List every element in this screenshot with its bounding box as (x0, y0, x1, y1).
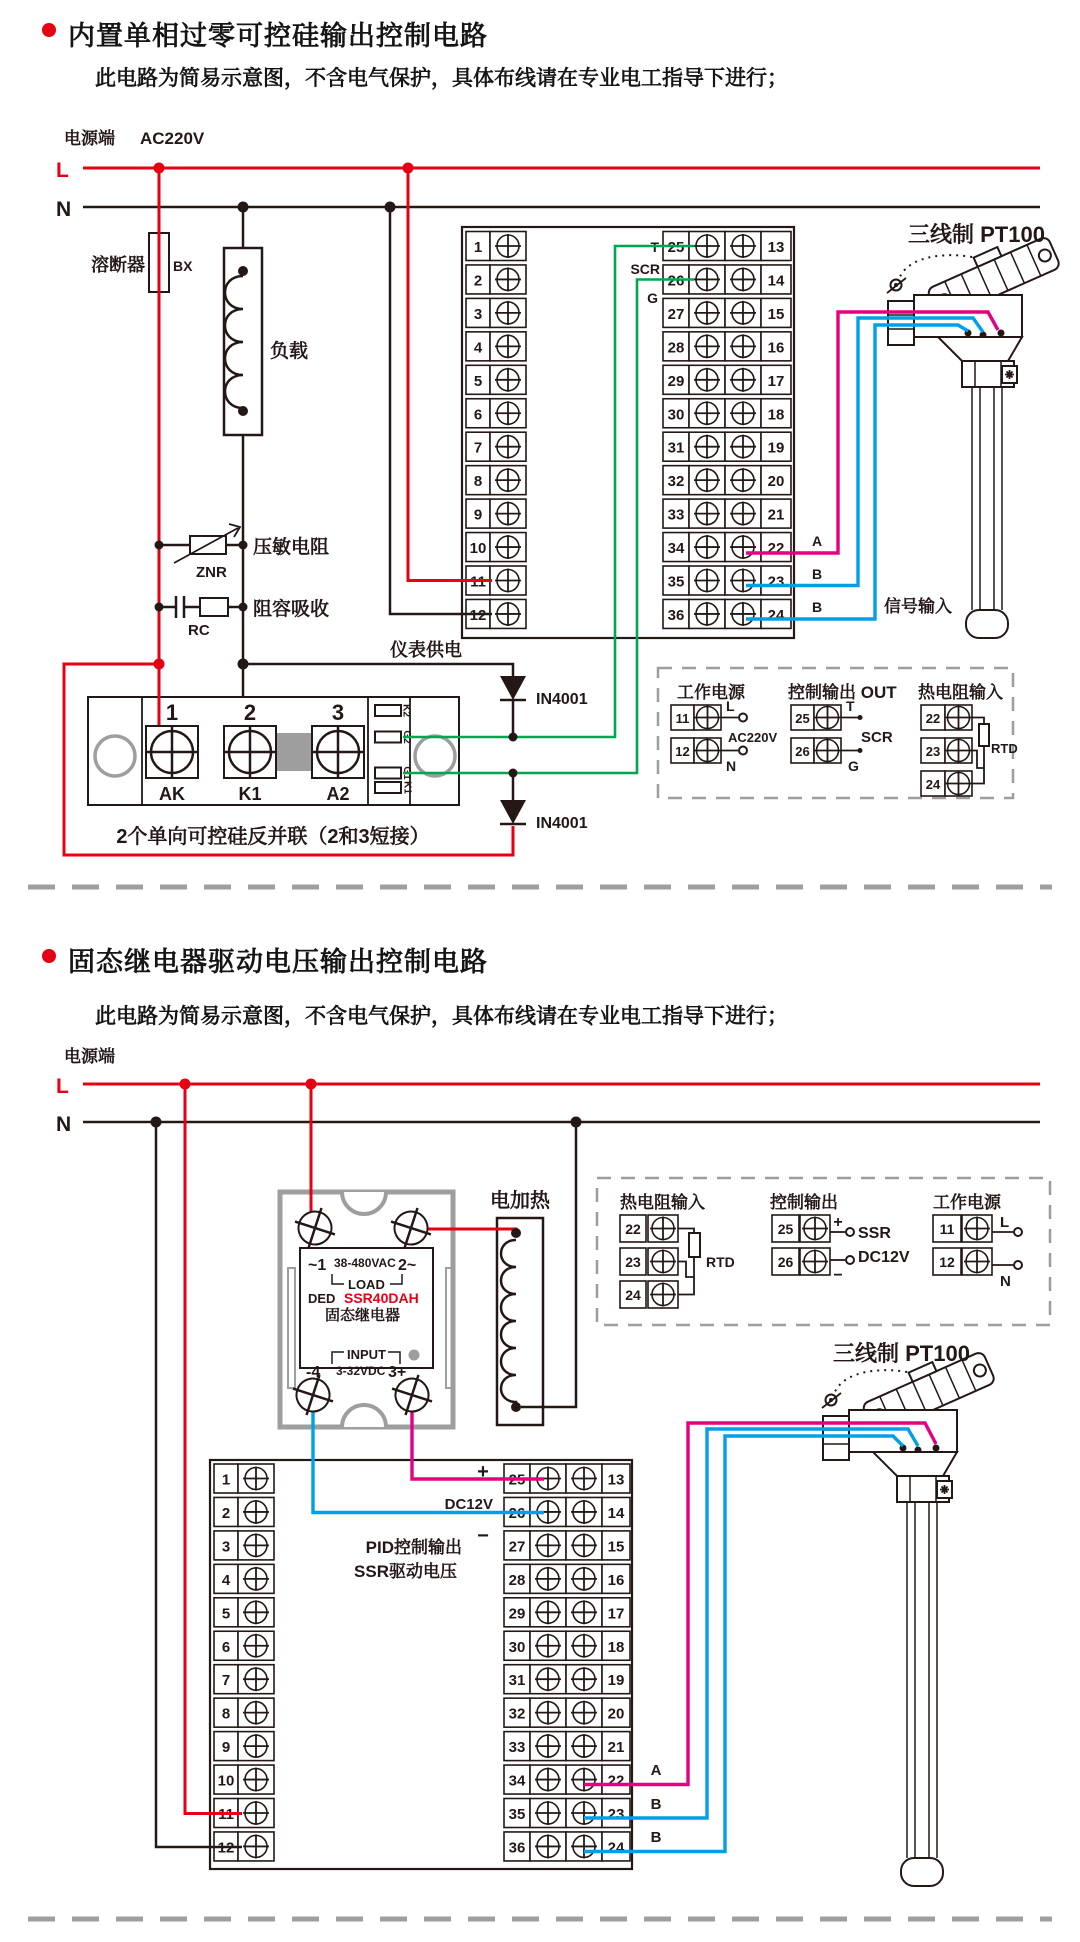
svg-text:1: 1 (221, 1471, 231, 1489)
line-n-label-2: N (56, 1113, 72, 1136)
legend-pin: 23 (625, 1254, 641, 1270)
terminal-row (602, 1531, 630, 1560)
line-n-label: N (56, 198, 72, 221)
load-label: 负载 (270, 341, 309, 362)
terminal-row (602, 1765, 630, 1794)
svg-text:23: 23 (607, 1806, 625, 1823)
section1-diagram (0, 95, 1080, 895)
svg-text:6: 6 (221, 1638, 231, 1656)
svg-text:4: 4 (473, 339, 483, 357)
terminal-col-right (761, 232, 791, 629)
diode-1-label: IN4001 (536, 691, 588, 708)
legend-pin: 12 (675, 744, 690, 759)
signal-b1-label: B (811, 566, 823, 582)
svg-text:25: 25 (508, 1471, 526, 1489)
svg-text:12: 12 (469, 606, 487, 624)
terminal-row (761, 399, 791, 428)
svg-text:12: 12 (217, 1839, 235, 1857)
terminal-row (663, 499, 761, 528)
terminal-row (504, 1564, 602, 1593)
svg-text:34: 34 (508, 1772, 526, 1790)
terminal-row (761, 365, 791, 394)
terminal-row (602, 1464, 630, 1493)
terminal-row (663, 365, 761, 394)
terminal-row (504, 1765, 602, 1794)
svg-text:13: 13 (767, 239, 785, 256)
signal-a-label: A (811, 533, 823, 549)
heater-label: 电加热 (490, 1190, 550, 1212)
svg-text:36: 36 (508, 1839, 526, 1857)
terminal-row (214, 1631, 274, 1660)
svg-text:33: 33 (508, 1739, 526, 1757)
legend-pin: 24 (925, 777, 941, 792)
terminal-row (663, 298, 761, 327)
terminal-row (761, 298, 791, 327)
svg-text:36: 36 (667, 606, 685, 624)
section2-title: 固态继电器驱动电压输出控制电路 (68, 947, 488, 977)
terminal-col-left-2 (214, 1464, 274, 1861)
signal-b1-label-2: B (650, 1796, 662, 1813)
svg-text:16: 16 (607, 1571, 625, 1589)
legend2-power-title: 工作电源 (933, 1193, 1001, 1212)
svg-text:11: 11 (470, 573, 486, 591)
svg-text:15: 15 (607, 1538, 625, 1556)
svg-text:26: 26 (508, 1504, 526, 1522)
scr-name-ak: AK (159, 784, 185, 804)
terminal-row (466, 499, 526, 528)
terminal-row (466, 466, 526, 495)
svg-text:25: 25 (667, 239, 685, 256)
legend2-l: L (1000, 1214, 1010, 1231)
scr-name-k1: K1 (238, 784, 262, 804)
rc-code: RC (188, 622, 210, 639)
terminal-row (761, 533, 791, 562)
terminal-col-mid-2 (504, 1464, 602, 1861)
terminal-row (214, 1564, 274, 1593)
signal-b2-label: B (811, 599, 823, 615)
minus-label: − (477, 1525, 489, 1547)
pin-scr-label: SCR (630, 261, 660, 277)
terminal-row (663, 599, 761, 628)
ssr-model: SSR40DAH (344, 1290, 419, 1306)
terminal-row (504, 1832, 602, 1861)
svg-text:29: 29 (508, 1605, 526, 1623)
svg-text:14: 14 (607, 1504, 625, 1522)
pin-t-label: T (650, 239, 659, 255)
bullet-icon (42, 949, 56, 963)
terminal-block-1 (462, 227, 794, 638)
ssr-ac2: 2~ (398, 1257, 417, 1274)
strip-g2: G2 (401, 730, 412, 744)
legend-pin: 23 (925, 744, 941, 759)
svg-text:17: 17 (607, 1605, 625, 1623)
terminal-row (214, 1497, 274, 1526)
terminal-row (602, 1497, 630, 1526)
power-terminal-label: 电源端 (64, 129, 115, 148)
terminal-row (214, 1464, 274, 1493)
legend2-output-title: 控制输出 (770, 1193, 838, 1212)
line-l-label: L (56, 159, 69, 182)
meter-supply-label: 仪表供电 (390, 640, 462, 660)
legend-pin: 12 (939, 1254, 955, 1270)
legend-t: T (846, 698, 855, 714)
ssr-name: 固态继电器 (325, 1307, 401, 1324)
ssr-brand: DED (308, 1291, 336, 1306)
svg-text:29: 29 (667, 372, 685, 390)
terminal-row (602, 1698, 630, 1727)
svg-text:8: 8 (221, 1705, 231, 1723)
terminal-row (466, 232, 526, 261)
fuse-code: BX (173, 258, 193, 274)
varistor-label: 压敏电阻 (253, 537, 330, 558)
legend-rtd-label: RTD (991, 741, 1018, 756)
signal-input-label: 信号输入 (884, 597, 952, 616)
ssr-drive-label: SSR驱动电压 (354, 1562, 457, 1581)
legend2-plus: + (833, 1214, 843, 1231)
ssr-input-plus: 3+ (388, 1364, 407, 1381)
bullet-icon (42, 23, 56, 37)
svg-text:18: 18 (607, 1638, 625, 1656)
terminal-row (602, 1799, 630, 1828)
svg-text:6: 6 (473, 406, 483, 424)
svg-text:21: 21 (607, 1739, 625, 1757)
svg-text:26: 26 (667, 272, 685, 290)
svg-text:24: 24 (607, 1839, 625, 1857)
legend-pin: 25 (777, 1221, 794, 1237)
legend-pin: 11 (675, 711, 690, 726)
terminal-row (466, 332, 526, 361)
svg-text:7: 7 (221, 1672, 231, 1690)
svg-text:16: 16 (767, 339, 785, 357)
scr-terminal-1: 1 (165, 700, 179, 725)
terminal-row (663, 332, 761, 361)
svg-text:3: 3 (473, 305, 483, 323)
svg-text:9: 9 (473, 506, 483, 524)
terminal-row (214, 1665, 274, 1694)
svg-text:21: 21 (767, 506, 785, 524)
svg-text:7: 7 (473, 439, 483, 457)
legend2-minus: − (833, 1267, 843, 1284)
svg-text:32: 32 (508, 1705, 526, 1723)
terminal-row (761, 466, 791, 495)
svg-text:31: 31 (667, 439, 685, 457)
ssr-dc-range: 3-32VDC (336, 1364, 386, 1378)
strip-g1: G1 (401, 766, 412, 780)
legend-box-1 (658, 668, 1018, 798)
terminal-row (504, 1732, 602, 1761)
strip-k1: K1 (401, 781, 413, 794)
legend-power-title: 工作电源 (677, 683, 745, 702)
svg-text:35: 35 (508, 1806, 526, 1823)
legend-pin: 26 (777, 1254, 794, 1270)
terminal-row (466, 432, 526, 461)
svg-text:3: 3 (221, 1538, 231, 1556)
legend-n: N (726, 758, 737, 774)
terminal-row (466, 365, 526, 394)
terminal-row (663, 566, 761, 595)
legend-output-title: 控制输出 OUT (788, 683, 897, 702)
scr-terminal-3: 3 (331, 700, 345, 725)
terminal-block-2 (210, 1460, 632, 1869)
legend-g: G (848, 758, 859, 774)
scr-terminal-2: 2 (243, 700, 257, 725)
svg-text:19: 19 (607, 1672, 625, 1690)
load-component (224, 207, 308, 737)
pt100-label-2: 三线制 PT100 (833, 1341, 970, 1366)
legend-l: L (726, 698, 735, 714)
legend-pin: 25 (795, 711, 810, 726)
terminal-row (602, 1732, 630, 1761)
terminal-row (466, 533, 526, 562)
terminal-row (504, 1665, 602, 1694)
legend-pin: 22 (925, 711, 941, 726)
terminal-row (214, 1698, 274, 1727)
terminal-row (761, 232, 791, 261)
scr-caption: 2个单向可控硅反并联（2和3短接） (116, 826, 430, 848)
legend2-n: N (1000, 1273, 1011, 1290)
svg-text:2: 2 (221, 1504, 231, 1522)
svg-text:30: 30 (667, 406, 685, 424)
terminal-row (663, 399, 761, 428)
terminal-row (504, 1598, 602, 1627)
terminal-row (214, 1765, 274, 1794)
svg-text:28: 28 (667, 339, 685, 357)
power-terminal-label-2: 电源端 (64, 1047, 115, 1066)
scr-name-a2: A2 (326, 784, 350, 804)
terminal-col-mid (663, 232, 761, 629)
strip-k2: K2 (400, 704, 412, 717)
terminal-row (504, 1631, 602, 1660)
terminal-col-right-2 (602, 1464, 630, 1861)
power-voltage-label: AC220V (140, 129, 205, 148)
terminal-row (466, 265, 526, 294)
ssr-load-label: LOAD (348, 1277, 385, 1292)
ssr-input-minus: -4 (306, 1364, 321, 1381)
terminal-row (761, 432, 791, 461)
signal-b2-label-2: B (650, 1829, 662, 1846)
svg-text:23: 23 (767, 573, 785, 591)
terminal-row (214, 1732, 274, 1761)
pid-output-label: PID控制输出 (365, 1538, 462, 1557)
pt100-probe-1 (966, 387, 1008, 638)
ssr-ac-range: 38-480VAC (334, 1256, 396, 1270)
legend-pin: 11 (939, 1221, 955, 1237)
legend-rtd-title: 热电阻输入 (918, 683, 1003, 702)
svg-text:13: 13 (607, 1471, 625, 1489)
legend2-rtd-title: 热电阻输入 (620, 1193, 705, 1212)
svg-text:34: 34 (667, 540, 685, 558)
svg-text:32: 32 (667, 473, 685, 491)
legend-pin: 22 (625, 1221, 641, 1237)
diode-2 (500, 773, 588, 832)
heater-component (490, 1188, 551, 1425)
svg-text:5: 5 (473, 372, 483, 390)
terminal-row (761, 265, 791, 294)
terminal-row (602, 1564, 630, 1593)
terminal-row (602, 1665, 630, 1694)
ssr-ac1: ~1 (308, 1257, 327, 1274)
pt100-probe-2 (901, 1502, 943, 1886)
section2-subtitle: 此电路为简易示意图，不含电气保护，具体布线请在专业电工指导下进行； (95, 1005, 788, 1028)
pt100-label-1: 三线制 PT100 (908, 222, 1045, 247)
legend2-rtd-label: RTD (706, 1254, 735, 1270)
svg-text:22: 22 (767, 540, 785, 558)
svg-text:27: 27 (508, 1538, 526, 1556)
svg-text:20: 20 (607, 1705, 625, 1723)
pt100-sensor-1 (887, 227, 1061, 387)
terminal-row (214, 1598, 274, 1627)
terminal-row (466, 298, 526, 327)
svg-text:2: 2 (473, 272, 483, 290)
terminal-row (761, 499, 791, 528)
svg-text:9: 9 (221, 1739, 231, 1757)
svg-text:30: 30 (508, 1638, 526, 1656)
ssr-input-label: INPUT (347, 1347, 386, 1362)
varistor-code: ZNR (196, 564, 227, 581)
terminal-row (761, 599, 791, 628)
diode-1 (500, 676, 588, 737)
terminal-row (504, 1799, 602, 1828)
legend-ac220v: AC220V (728, 730, 778, 745)
svg-text:14: 14 (767, 272, 785, 290)
pin-g-label: G (647, 290, 658, 306)
diode-2-label: IN4001 (536, 815, 588, 832)
terminal-row (663, 432, 761, 461)
terminal-row (504, 1531, 602, 1560)
section2-diagram (0, 1040, 1080, 1942)
svg-text:33: 33 (667, 506, 685, 524)
terminal-col-left (466, 232, 526, 629)
legend-box-2 (597, 1178, 1050, 1325)
svg-text:10: 10 (217, 1772, 235, 1790)
terminal-row (504, 1698, 602, 1727)
legend-pin: 24 (625, 1287, 641, 1303)
svg-text:15: 15 (767, 305, 785, 323)
svg-text:11: 11 (218, 1806, 234, 1823)
section1-subtitle: 此电路为简易示意图，不含电气保护，具体布线请在专业电工指导下进行； (95, 67, 788, 90)
legend-pin: 26 (795, 744, 810, 759)
svg-text:27: 27 (667, 305, 685, 323)
svg-text:22: 22 (607, 1772, 625, 1790)
svg-text:31: 31 (508, 1672, 526, 1690)
svg-text:5: 5 (221, 1605, 231, 1623)
plus-label: + (477, 1461, 489, 1483)
terminal-row (602, 1832, 630, 1861)
legend2-dc12v: DC12V (858, 1249, 910, 1266)
svg-text:1: 1 (473, 239, 483, 256)
terminal-row (602, 1631, 630, 1660)
svg-text:10: 10 (469, 540, 487, 558)
svg-text:8: 8 (473, 473, 483, 491)
terminal-row (214, 1531, 274, 1560)
dc12v-label: DC12V (444, 1496, 493, 1513)
svg-text:28: 28 (508, 1571, 526, 1589)
svg-text:24: 24 (767, 606, 785, 624)
legend2-ssr: SSR (858, 1225, 891, 1242)
svg-text:19: 19 (767, 439, 785, 457)
signal-a-label-2: A (650, 1762, 662, 1779)
terminal-row (761, 332, 791, 361)
rc-label: 阻容吸收 (253, 599, 330, 620)
terminal-row (761, 566, 791, 595)
terminal-row (602, 1598, 630, 1627)
svg-text:17: 17 (767, 372, 785, 390)
section1-title: 内置单相过零可控硅输出控制电路 (68, 21, 488, 51)
svg-text:20: 20 (767, 473, 785, 491)
legend-scr: SCR (861, 729, 893, 746)
svg-text:18: 18 (767, 406, 785, 424)
fuse-label: 溶断器 (91, 255, 145, 275)
svg-text:4: 4 (221, 1571, 231, 1589)
terminal-row (663, 533, 761, 562)
terminal-row (663, 466, 761, 495)
terminal-row (466, 399, 526, 428)
line-l-label-2: L (56, 1075, 69, 1098)
svg-text:35: 35 (667, 573, 685, 591)
